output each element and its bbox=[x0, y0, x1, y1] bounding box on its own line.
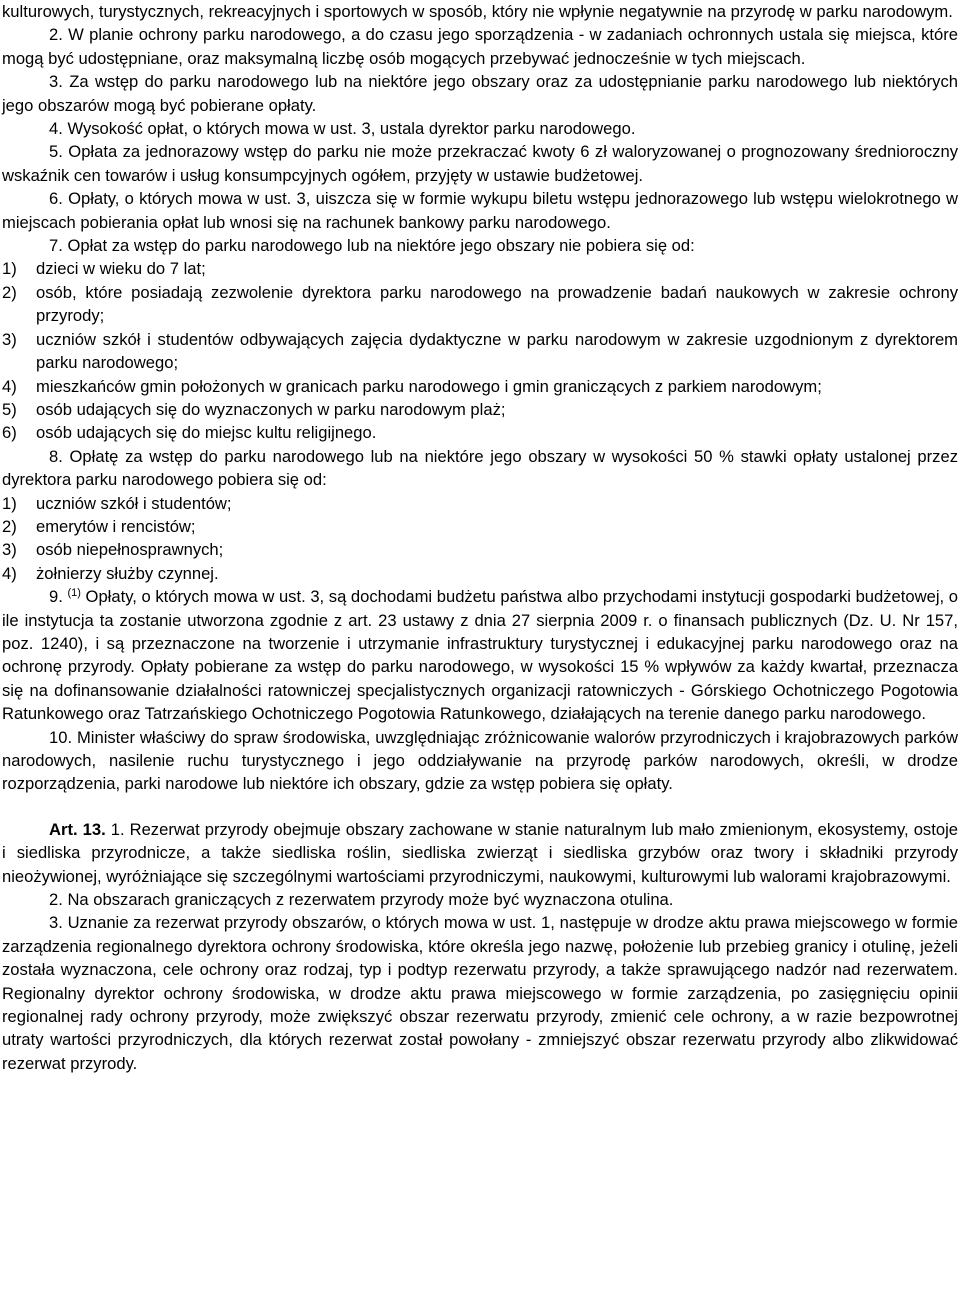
list-item-text: osób udających się do miejsc kultu religijnego. bbox=[36, 423, 377, 443]
paragraph-7-list bbox=[2, 257, 958, 444]
list-item bbox=[2, 538, 958, 561]
list-item-text: uczniów szkół i studentów; bbox=[36, 493, 232, 513]
list-item-number: 5) bbox=[2, 399, 17, 419]
paragraph-9-text: Opłaty, o których mowa w ust. 3, są dochodami budżetu państwa albo przychodami instytucji gospodarki budżetowej, o ile instytucja ta zostanie utworzona zgodnie z art. 23 ustawy z dnia 27 sierpnia 2009 r. o finansach publicznych (Dz. U. Nr 157, poz. 1240), i są przeznaczone na tworzenie i utrzymanie infrastruktury turystycznej i edukacyjnej parku narodowego oraz na ochronę przyrody. Opłaty pobierane za wstęp do parku narodowego, w wysokości 15 % wpływów za każdy kwartał, przeznacza się na dofinansowanie działalności ratowniczej specjalistycznych organizacji ratowniczych - Górskiego Ochotniczego Pogotowia Ratunkowego oraz Tatrzańskiego Ochotniczego Pogotowia Ratunkowego, działających na terenie danego parku narodowego. bbox=[2, 587, 958, 724]
article-13-heading: Art. 13. bbox=[49, 819, 106, 839]
paragraph-8-list bbox=[2, 492, 958, 586]
list-item bbox=[2, 515, 958, 538]
list-item-text: emerytów i rencistów; bbox=[36, 516, 196, 536]
list-item bbox=[2, 257, 958, 280]
list-item-text: osób, które posiadają zezwolenie dyrektora parku narodowego na prowadzenie badań naukowych w zakresie ochrony przyrody; bbox=[36, 282, 958, 326]
list-item-number: 3) bbox=[2, 329, 17, 349]
paragraph-9 bbox=[2, 585, 958, 725]
list-item-number: 1) bbox=[2, 259, 17, 279]
list-item-text: żołnierzy służby czynnej. bbox=[36, 563, 219, 583]
list-item-number: 2) bbox=[2, 516, 17, 536]
paragraph-6: 6. Opłaty, o których mowa w ust. 3, uiszcza się w formie wykupu biletu wstępu jednorazowego lub wstępu wielokrotnego w miejscach pobierania opłat lub wnosi się na rachunek bankowy parku narodowego. bbox=[2, 189, 958, 232]
list-item bbox=[2, 328, 958, 375]
list-item-text: osób niepełnosprawnych; bbox=[36, 540, 224, 560]
footnote-marker: (1) bbox=[67, 587, 81, 600]
list-item-text: uczniów szkół i studentów odbywających zajęcia dydaktyczne w parku narodowym w zakresie uzgodnionym z dyrektorem parku narodowego; bbox=[36, 329, 958, 373]
paragraph-3: 3. Za wstęp do parku narodowego lub na niektóre jego obszary oraz za udostępnianie parku narodowego lub niektórych jego obszarów mogą być pobierane opłaty. bbox=[2, 72, 958, 115]
paragraph-2: 2. W planie ochrony parku narodowego, a do czasu jego sporządzenia - w zadaniach ochronnych ustala się miejsca, które mogą być udostępniane, oraz maksymalną liczbę osób mogących przebywać jednocześnie w tych miejscach. bbox=[2, 25, 958, 68]
list-item-number: 1) bbox=[2, 493, 17, 513]
list-item-number: 4) bbox=[2, 563, 17, 583]
paragraph-8: 8. Opłatę za wstęp do parku narodowego lub na niektóre jego obszary w wysokości 50 % stawki opłaty ustalonej przez dyrektora parku narodowego pobiera się od: bbox=[2, 446, 958, 490]
list-item-text: dzieci w wieku do 7 lat; bbox=[36, 259, 206, 279]
list-item-number: 3) bbox=[2, 540, 17, 560]
paragraph-5: 5. Opłata za jednorazowy wstęp do parku nie może przekraczać kwoty 6 zł waloryzowanej o prognozowany średnioroczny wskaźnik cen towarów i usług konsumpcyjnych ogółem, przyjęty w ustawie budżetowej. bbox=[2, 142, 958, 185]
paragraph-7: 7. Opłat za wstęp do parku narodowego lub na niektóre jego obszary nie pobiera się od: bbox=[49, 236, 695, 256]
paragraph-intro-continuation: kulturowych, turystycznych, rekreacyjnych i sportowych w sposób, który nie wpłynie negatywnie na przyrodę w parku narodowym. bbox=[2, 2, 953, 21]
list-item bbox=[2, 375, 958, 398]
list-item bbox=[2, 492, 958, 515]
list-item-number: 4) bbox=[2, 376, 17, 396]
list-item-text: osób udających się do wyznaczonych w parku narodowym plaż; bbox=[36, 399, 506, 419]
article-13-paragraph-1 bbox=[2, 818, 958, 888]
list-item bbox=[2, 421, 958, 444]
list-item bbox=[2, 281, 958, 328]
list-item bbox=[2, 562, 958, 585]
paragraph-10: 10. Minister właściwy do spraw środowiska, uwzględniając zróżnicowanie walorów przyrodniczych i krajobrazowych parków narodowych, nasilenie ruchu turystycznego i jego oddziaływanie na przyrodę parków narodowych, określi, w drodze rozporządzenia, parki narodowe lub niektóre ich obszary, gdzie za wstęp pobiera się opłaty. bbox=[2, 727, 958, 794]
article-13-paragraph-3: 3. Uznanie za rezerwat przyrody obszarów, o których mowa w ust. 1, następuje w drodze aktu prawa miejscowego w formie zarządzenia regionalnego dyrektora ochrony środowiska, które określa jego nazwę, położenie lub przebieg granicy i otulinę, jeżeli została wyznaczona, cele ochrony oraz rodzaj, typ i podtyp rezerwatu przyrody, a także sprawującego nadzór nad rezerwatem. Regionalny dyrektor ochrony środowiska, w drodze aktu prawa miejscowego w formie zarządzenia, po zasięgnięciu opinii regionalnej rady ochrony przyrody, może zwiększyć obszar rezerwatu przyrody, zmienić cele ochrony, a w razie bezpowrotnej utraty wartości przyrodniczych, dla których rezerwat został powołany - zmniejszyć obszar rezerwatu przyrody albo zlikwidować rezerwat przyrody. bbox=[2, 913, 958, 1073]
paragraph-4: 4. Wysokość opłat, o których mowa w ust. 3, ustala dyrektor parku narodowego. bbox=[49, 119, 636, 139]
list-item bbox=[2, 398, 958, 421]
article-13-paragraph-1-text: 1. Rezerwat przyrody obejmuje obszary zachowane w stanie naturalnym lub mało zmienionym, ekosystemy, ostoje i siedliska przyrodnicze, a także siedliska roślin, siedliska zwierząt i siedliska grzybów oraz twory i składniki przyrody nieożywionej, wyróżniające się szczególnymi wartościami przyrodniczymi, naukowymi, kulturowymi lub walorami krajobrazowymi. bbox=[2, 819, 958, 886]
list-item-number: 6) bbox=[2, 423, 17, 443]
paragraph-9-number: 9. bbox=[49, 587, 63, 607]
list-item-text: mieszkańców gmin położonych w granicach parku narodowego i gmin graniczących z parkiem narodowym; bbox=[36, 376, 822, 396]
list-item-number: 2) bbox=[2, 282, 17, 302]
article-13-paragraph-2: 2. Na obszarach graniczących z rezerwatem przyrody może być wyznaczona otulina. bbox=[49, 890, 674, 910]
